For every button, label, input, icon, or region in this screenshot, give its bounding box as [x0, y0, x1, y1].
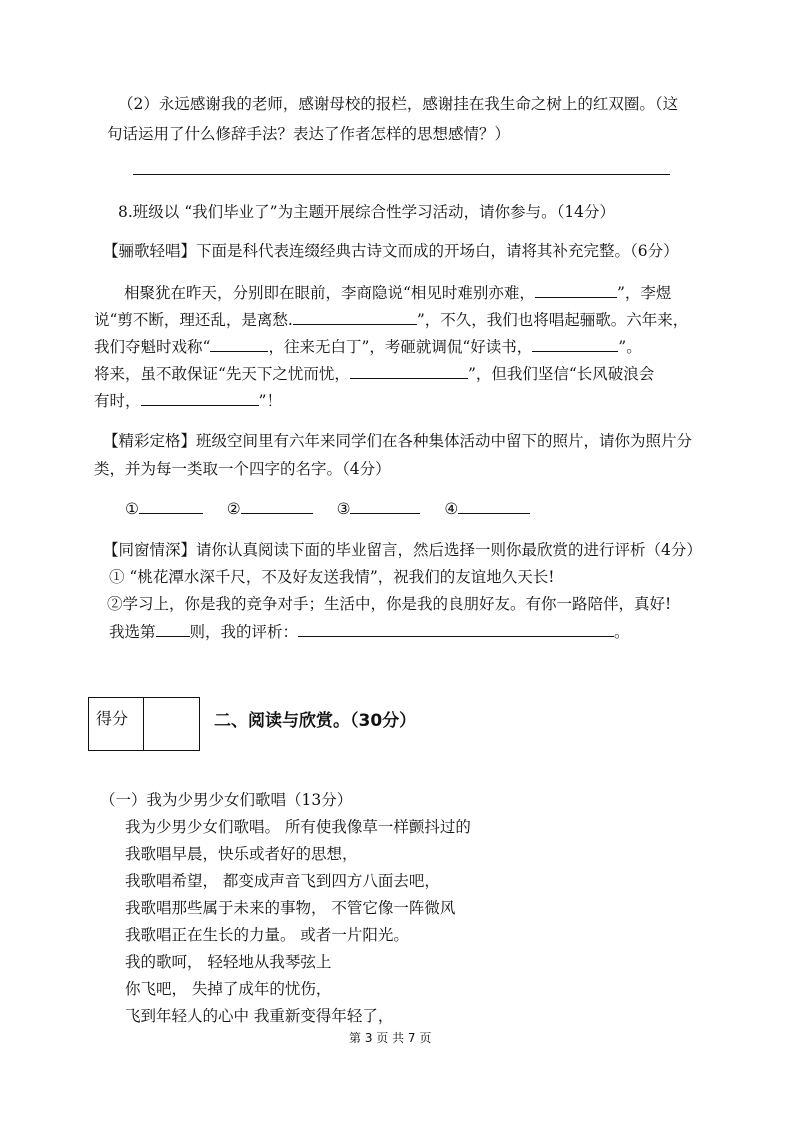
blank-label-1: ① [125, 500, 139, 519]
part1-line1-b: ”，李煜 [616, 284, 672, 303]
part1-line5-b: ”！ [258, 392, 282, 411]
category-blank-4[interactable] [458, 496, 530, 514]
question-7-2-line2: 句话运用了什么修辞手法？表达了作者怎样的思想感情？） [107, 125, 511, 143]
poem-line: 我歌唱早晨，快乐或者好的思想， [125, 845, 358, 863]
blank-3[interactable] [210, 334, 268, 352]
poem-heading: （一）我为少男少女们歌唱（13分） [100, 791, 353, 809]
blank-4[interactable] [532, 334, 618, 352]
poem-line: 我为少男少女们歌唱。 所有使我像草一样颤抖过的 [125, 818, 471, 836]
score-label: 得分 [96, 709, 129, 728]
part3-heading: 【同窗情深】请你认真阅读下面的毕业留言，然后选择一则你最欣赏的进行评析（4分） [103, 541, 702, 559]
part2-blanks [125, 496, 530, 518]
answer-line [133, 174, 670, 175]
message-option-1: ① “桃花潭水深千尺，不及好友送我情”，祝我们的友谊地久天长! [109, 568, 555, 586]
blank-label-3: ③ [336, 500, 351, 519]
blank-label-4: ④ [444, 500, 459, 519]
message-option-2: ②学习上，你是我的竞争对手；生活中，你是我的良朋好友。有你一路陪伴，真好! [107, 595, 672, 613]
question-8-intro: 8.班级以 “我们毕业了”为主题开展综合性学习活动，请你参与。（14分） [118, 203, 616, 221]
poem-line: 我歌唱那些属于未来的事物， 不管它像一阵微风 [125, 899, 456, 917]
choice-comment-label: 则，我的评析： [189, 623, 299, 642]
choice-number-blank[interactable] [156, 619, 190, 637]
poem-line: 我歌唱正在生长的力量。 或者一片阳光。 [125, 926, 409, 944]
part3-choice-line [109, 619, 630, 642]
blank-5[interactable] [350, 361, 468, 379]
part1-line4 [94, 361, 654, 384]
choice-end: 。 [614, 623, 630, 642]
poem-line: 我歌唱希望， 都变成声音飞到四方八面去吧， [125, 872, 440, 890]
blank-2[interactable] [293, 307, 417, 325]
part2-line1: 【精彩定格】班级空间里有六年来同学们在各种集体活动中留下的照片，请你为照片分 [103, 432, 693, 450]
poem-line: 飞到年轻人的心中 我重新变得年轻了， [125, 1007, 394, 1025]
part1-line5-a: 有时， [94, 392, 141, 411]
comment-blank[interactable] [298, 619, 614, 637]
category-blank-3[interactable] [350, 496, 420, 514]
score-box-divider [143, 697, 144, 750]
blank-1[interactable] [535, 280, 617, 298]
part1-line2 [94, 307, 688, 330]
part1-line3-c: ”。 [618, 338, 642, 357]
part1-line4-a: 将来，虽不敢保证“先天下之忧而忧， [94, 365, 350, 384]
poem-line: 我的歌呵， 轻轻地从我琴弦上 [125, 953, 332, 971]
page-number: 第 3 页 共 7 页 [349, 1031, 432, 1045]
choice-label: 我选第 [109, 623, 156, 642]
part1-line1 [124, 280, 671, 303]
part1-line1-a: 相聚犹在昨天，分别即在眼前，李商隐说“相见时难别亦难， [124, 284, 535, 303]
part1-line3 [94, 334, 642, 357]
category-blank-1[interactable] [139, 496, 203, 514]
question-7-2-line1: （2）永远感谢我的老师，感谢母校的报栏，感谢挂在我生命之树上的红双圈。（这 [118, 95, 679, 113]
category-blank-2[interactable] [241, 496, 313, 514]
poem-line: 你飞吧， 失掉了成年的忧伤， [125, 980, 332, 998]
part1-line3-b: ，往来无白丁”，考砸就调侃“好读书， [268, 338, 533, 357]
part1-line3-a: 我们夺魁时戏称“ [94, 338, 211, 357]
part2-line2: 类，并为每一类取一个四字的名字。（4分） [94, 460, 391, 478]
part1-line4-b: ”，但我们坚信“长风破浪会 [467, 365, 655, 384]
part1-line5 [94, 388, 282, 411]
part1-heading: 【骊歌轻唱】下面是科代表连缀经典古诗文而成的开场白，请将其补充完整。（6分） [103, 242, 679, 260]
part1-line2-a: 说“剪不断，理还乱，是离愁. [94, 311, 293, 330]
blank-6[interactable] [141, 388, 259, 406]
section-2-title: 二、阅读与欣赏。（30分） [214, 711, 417, 731]
blank-label-2: ② [226, 500, 241, 519]
part1-line2-b: ”，不久，我们也将唱起骊歌。六年来， [416, 311, 689, 330]
